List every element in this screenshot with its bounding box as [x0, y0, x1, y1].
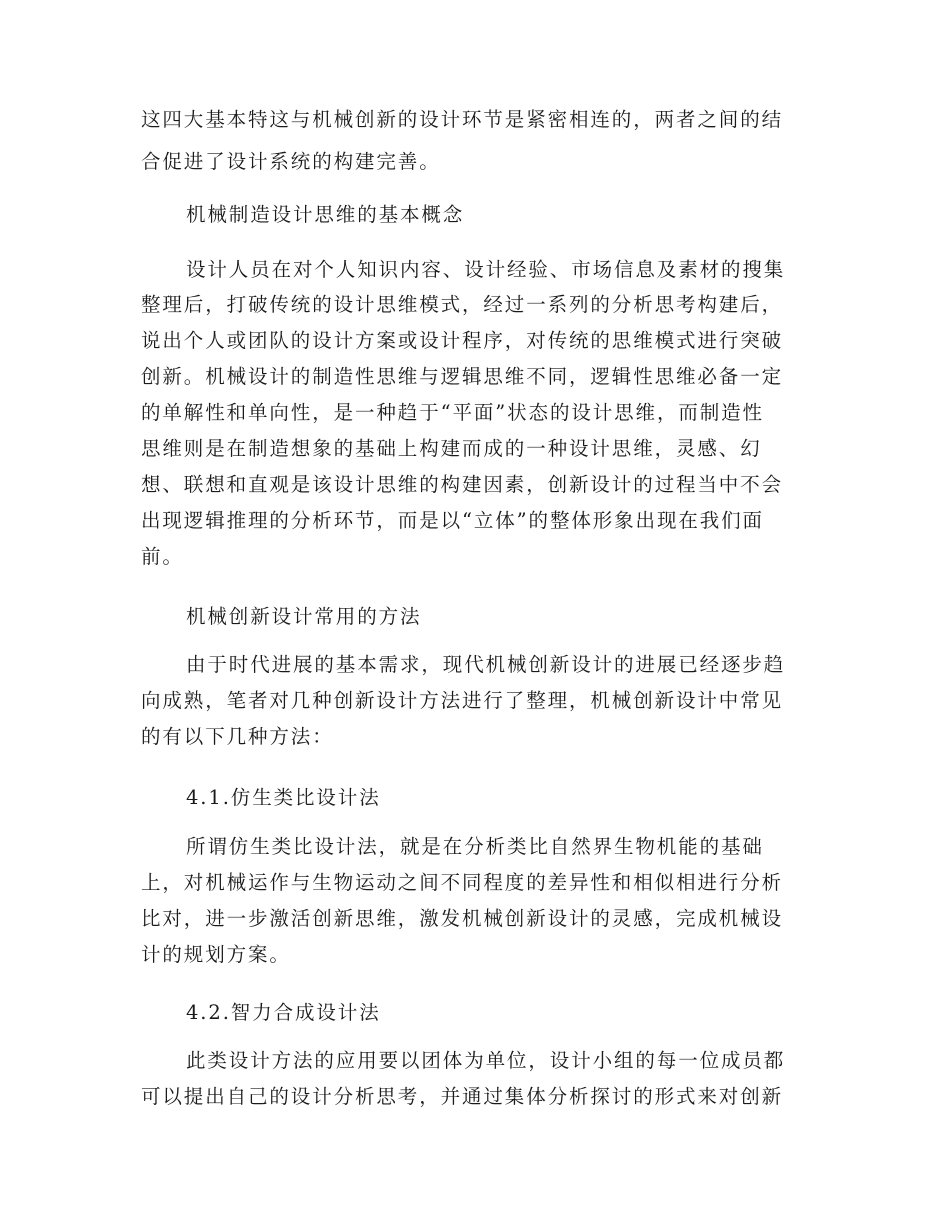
text-line: 设计人员在对个人知识内容、设计经验、市场信息及素材的搜集 — [186, 258, 786, 281]
text-line: 的有以下几种方法： — [141, 725, 334, 748]
text-line: 想、联想和直观是该设计思维的构建因素，创新设计的过程当中不会 — [141, 473, 784, 496]
text-line: 可以提出自己的设计分析思考，并通过集体分析探讨的形式来对创新 — [141, 1085, 784, 1108]
text-line: 这四大基本特这与机械创新的设计环节是紧密相连的，两者之间的结 — [141, 108, 784, 131]
text-line: 计的规划方案。 — [141, 943, 291, 966]
text-line: 创新。机械设计的制造性思维与逻辑思维不同，逻辑性思维必备一定 — [141, 365, 784, 388]
section-heading: 机械创新设计常用的方法 — [186, 605, 422, 628]
text-line: 合促进了设计系统的构建完善。 — [141, 150, 441, 173]
text-line: 由于时代进展的基本需求，现代机械创新设计的进展已经逐步趋 — [186, 653, 786, 676]
text-line: 上，对机械运作与生物运动之间不同程度的差异性和相似相进行分析 — [141, 871, 784, 894]
text-line: 出现逻辑推理的分析环节，而是以“立体”的整体形象出现在我们面 — [141, 509, 764, 532]
text-line: 思维则是在制造想象的基础上构建而成的一种设计思维，灵感、幻 — [141, 437, 762, 460]
text-line: 前。 — [141, 545, 184, 568]
text-line: 比对，进一步激活创新思维，激发机械创新设计的灵感，完成机械设 — [141, 907, 784, 930]
text-line: 说出个人或团队的设计方案或设计程序，对传统的思维模式进行突破 — [141, 329, 784, 352]
subsection-heading: 4.2.智力合成设计法 — [186, 1001, 381, 1024]
section-heading: 机械制造设计思维的基本概念 — [186, 203, 465, 226]
text-line: 的单解性和单向性，是一种趋于“平面”状态的设计思维，而制造性 — [141, 401, 764, 424]
text-line: 此类设计方法的应用要以团体为单位，设计小组的每一位成员都 — [186, 1049, 786, 1072]
text-line: 整理后，打破传统的设计思维模式，经过一系列的分析思考构建后， — [141, 293, 784, 316]
subsection-heading: 4.1.仿生类比设计法 — [186, 786, 381, 809]
text-line: 所谓仿生类比设计法，就是在分析类比自然界生物机能的基础 — [186, 835, 764, 858]
text-line: 向成熟，笔者对几种创新设计方法进行了整理，机械创新设计中常见 — [141, 689, 784, 712]
